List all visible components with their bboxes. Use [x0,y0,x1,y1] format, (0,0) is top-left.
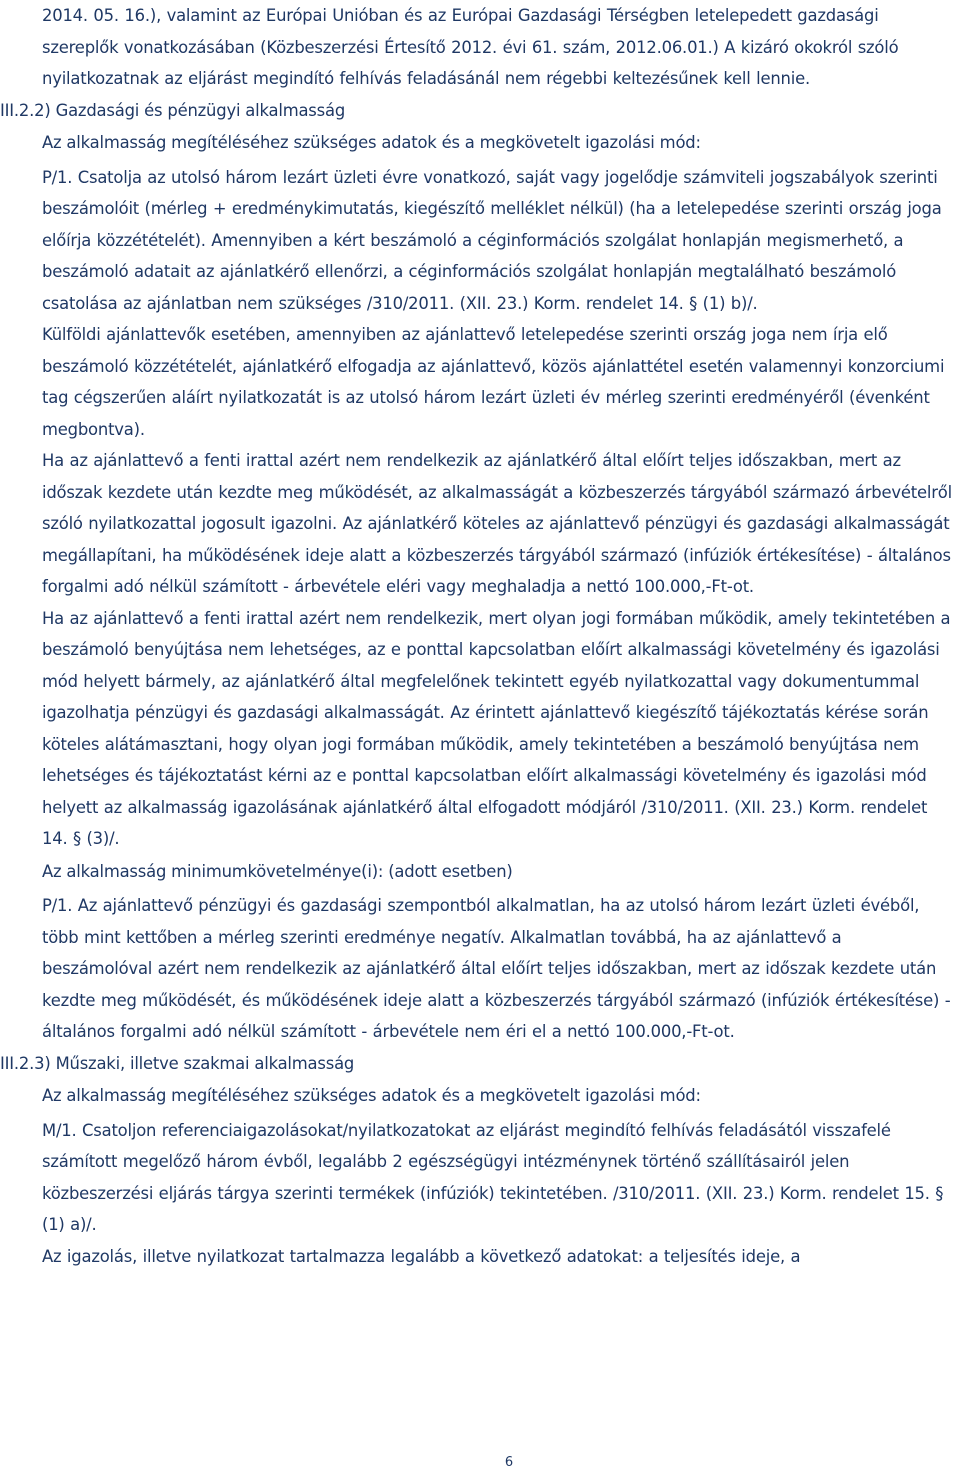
paragraph-legal-form: Ha az ajánlattevő a fenti irattal azért nem rendelkezik, mert olyan jogi formában működik, amely tekintetében a beszámoló benyújtása nem lehetséges, az e ponttal kapcsolatban előírt alkalmassági követelmény és igazolási mód helyett bármely, az ajánlatkérő által megfelelőnek tekintett egyéb nyilatkozattal vagy dokumentummal igazolhatja pénzügyi és gazdasági alkalmasságát. Az érintett ajánlattevő kiegészítő tájékoztatás kérése során köteles alátámasztani, hogy olyan jogi formában működik, amely tekintetében a beszámoló benyújtása nem lehetséges és tájékoztatást kérni az e ponttal kapcsolatban előírt alkalmassági követelmény és igazolási mód helyett az alkalmasság igazolásának ajánlatkérő által elfogadott módjáról /310/2011. (XII. 23.) Korm. rendelet 14. § (3)/. [42,608,951,848]
intro-paragraph: 2014. 05. 16.), valamint az Európai Unióban és az Európai Gazdasági Térségben letelepedett gazdasági szereplők vonatkozásában (Közbeszerzési Értesítő 2012. évi 61. szám, 2012.06.01.) A kizáró okokról szóló nyilatkozatnak az eljárást megindító felhívás feladásánál nem régebbi keltezésűnek kell lennie. [42,6,899,88]
subheading-technical-required-data: Az alkalmasság megítéléséhez szükséges adatok és a megkövetelt igazolási mód: [42,1086,701,1105]
paragraph-certificate-content: Az igazolás, illetve nyilatkozat tartalmazza legalább a következő adatokat: a teljesítés ideje, a [42,1246,801,1266]
paragraph-foreign-bidders: Külföldi ajánlattevők esetében, amennyiben az ajánlattevő letelepedése szerinti ország joga nem írja elő beszámoló közzétételét, ajánlatkérő elfogadja az ajánlattevő, közös ajánlattétel esetén valamennyi konzorciumi tag cégszerűen aláírt nyilatkozatát is az utolsó három lezárt üzleti év mérleg szerinti eredményéről (évenként megbontva). [42,325,945,439]
page-number: 6 [504,1455,514,1470]
paragraph-p1-minimum: P/1. Az ajánlattevő pénzügyi és gazdasági szempontból alkalmatlan, ha az utolsó három lezárt üzleti évéből, több mint kettőben a mérleg szerinti eredménye negatív. Alkalmatlan továbbá, ha az ajánlattevő a beszámolóval azért nem rendelkezik az ajánlatkérő által előírt teljes időszakban, mert az időszak kezdete után kezdte meg működését, és működésének ideje alatt a közbeszerzés tárgyából származó (infúziók értékesítése) - általános forgalmi adó nélkül számított - árbevétele nem éri el a nettó 100.000,-Ft-ot. [42,896,951,1041]
subheading-required-data: Az alkalmasság megítéléséhez szükséges adatok és a megkövetelt igazolási mód: [42,133,701,152]
paragraph-m1-references: M/1. Csatoljon referenciaigazolásokat/nyilatkozatokat az eljárást megindító felhívás feladásától visszafelé számított megelőző három évből, legalább 2 egészségügyi intézménynek történő szállításairól jelen közbeszerzési eljárás tárgya szerinti termékek (infúziók) tekintetében. /310/2011. (XII. 23.) Korm. rendelet 15. § (1) a)/. [42,1120,944,1234]
paragraph-revenue-statement: Ha az ajánlattevő a fenti irattal azért nem rendelkezik az ajánlatkérő által előírt teljes időszakban, mert az időszak kezdete után kezdte meg működését, az alkalmasságát a közbeszerzés tárgyából származó árbevételről szóló nyilatkozattal jogosult igazolni. Az ajánlatkérő köteles az ajánlattevő pénzügyi és gazdasági alkalmasságát megállapítani, ha működésének ideje alatt a közbeszerzés tárgyából származó (infúziók értékesítése) - általános forgalmi adó nélkül számított - árbevétele eléri vagy meghaladja a nettó 100.000,-Ft-ot. [42,451,952,596]
subheading-minimum-requirements: Az alkalmasság minimumkövetelménye(i): (adott esetben) [42,861,513,881]
paragraph-p1-reports: P/1. Csatolja az utolsó három lezárt üzleti évre vonatkozó, saját vagy jogelődje számviteli jogszabályok szerinti beszámolóit (mérleg + eredménykimutatás, kiegészítő melléklet nélkül) (ha a letelepedése szerinti ország joga előírja közzétételét). Amennyiben a kért beszámoló a céginformációs szolgálat honlapján megismerhető, a beszámoló adatait az ajánlatkérő ellenőrzi, a céginformációs szolgálat honlapján megtalálható beszámoló csatolása az ajánlatban nem szükséges /310/2011. (XII. 23.) Korm. rendelet 14. § (1) b)/. [42,167,942,313]
section-heading-technical: III.2.3) Műszaki, illetve szakmai alkalmasság [0,1053,355,1073]
section-heading-financial: III.2.2) Gazdasági és pénzügyi alkalmasság [0,100,346,120]
